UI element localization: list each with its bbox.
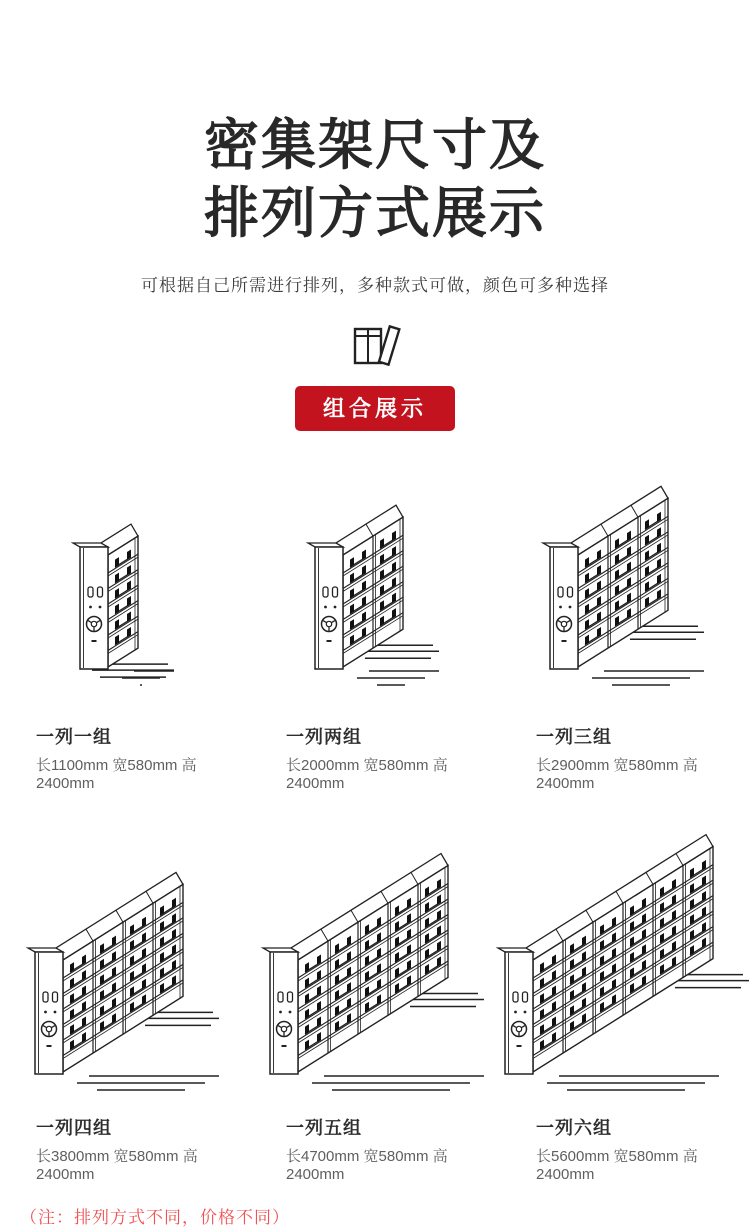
header-icon-wrap xyxy=(0,324,750,366)
item-dimensions: 长3800mm 宽580mm 高2400mm xyxy=(0,1145,250,1183)
shelf-drawing-2 xyxy=(306,503,445,693)
shelf-item-1col-6group xyxy=(500,806,750,1183)
shelf-item-1col-1group xyxy=(0,461,250,792)
shelf-item-1col-3group xyxy=(500,461,750,792)
shelf-illustration xyxy=(500,461,750,717)
page-title xyxy=(0,0,750,247)
item-dimensions: 长2900mm 宽580mm 高2400mm xyxy=(500,754,750,792)
page-title-line2: 排列方式展示 xyxy=(0,180,750,248)
shelf-item-1col-5group xyxy=(250,806,500,1183)
item-name: 一列一组 xyxy=(0,723,250,749)
item-dimensions: 长1100mm 宽580mm 高2400mm xyxy=(0,754,250,792)
item-name: 一列四组 xyxy=(0,1114,250,1140)
shelf-illustration xyxy=(250,461,500,717)
item-dimensions: 长2000mm 宽580mm 高2400mm xyxy=(250,754,500,792)
shelf-illustration xyxy=(0,806,250,1108)
books-icon xyxy=(349,324,401,366)
shelf-illustration xyxy=(250,806,500,1108)
page-title-line1: 密集架尺寸及 xyxy=(0,112,750,180)
item-dimensions: 长4700mm 宽580mm 高2400mm xyxy=(250,1145,500,1183)
shelf-drawing-3 xyxy=(541,484,710,693)
shelf-item-1col-4group xyxy=(0,806,250,1183)
shelf-drawing-6 xyxy=(496,832,750,1098)
shelf-item-1col-2group xyxy=(250,461,500,792)
item-name: 一列两组 xyxy=(250,723,500,749)
shelf-drawing-1 xyxy=(71,522,180,693)
badge-combination-display: 组合展示 xyxy=(295,386,455,431)
shelf-illustration xyxy=(500,806,750,1108)
shelf-drawing-4 xyxy=(26,870,225,1098)
page-subtitle: 可根据自己所需进行排列，多种款式可做，颜色可多种选择 xyxy=(0,271,750,296)
shelf-drawing-5 xyxy=(261,851,490,1098)
item-name: 一列六组 xyxy=(500,1114,750,1140)
price-note: （注：排列方式不同，价格不同） xyxy=(20,1203,750,1228)
shelf-illustration xyxy=(0,461,250,717)
item-dimensions: 长5600mm 宽580mm 高2400mm xyxy=(500,1145,750,1183)
item-name: 一列三组 xyxy=(500,723,750,749)
arrangement-grid xyxy=(0,461,750,1183)
item-name: 一列五组 xyxy=(250,1114,500,1140)
